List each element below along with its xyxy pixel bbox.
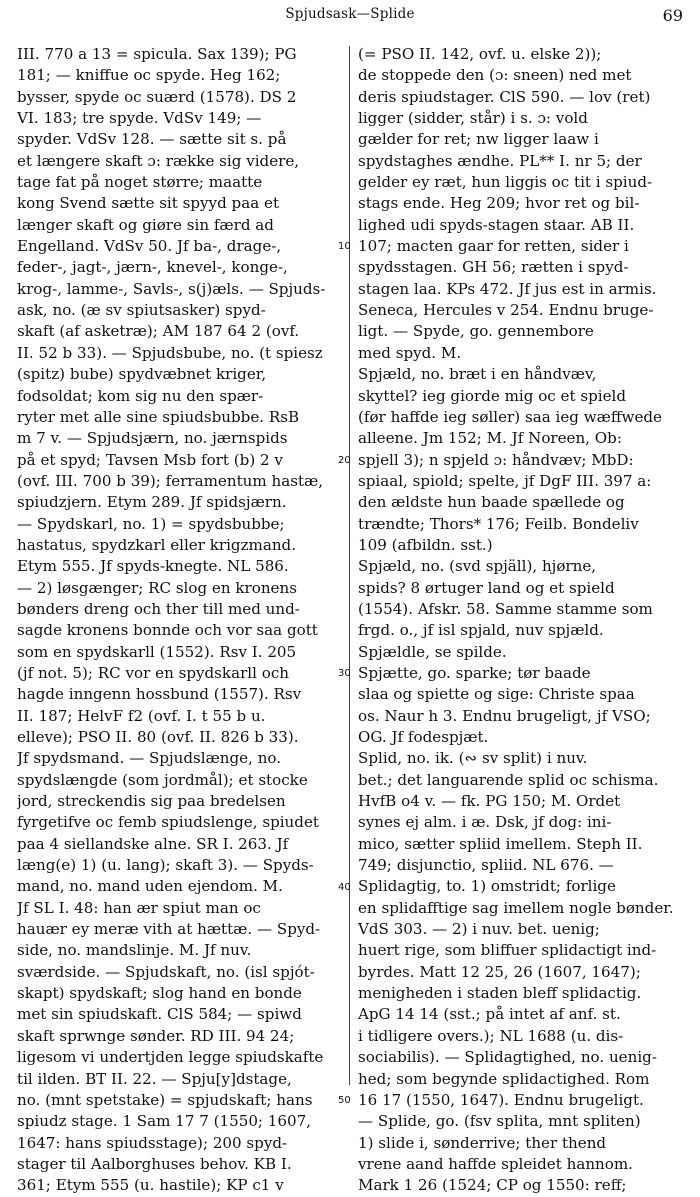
text-line: kong Svend sætte sit spyyd paa et bbox=[17, 194, 280, 213]
text-line: krog-, lamme-, Savls-, s(j)æls. — Spjuds- bbox=[17, 279, 326, 298]
text-line: VI. 183; tre spyde. VdSv 149; — bbox=[17, 109, 262, 128]
text-line: m 7 v. — Spjudsjærn, no. jærnspids bbox=[17, 429, 288, 448]
text-line: til ilden. BT II. 22. — Spju[y]dstage, bbox=[17, 1069, 292, 1088]
text-line: HvfB o4 v. — fk. PG 150; M. Ordet bbox=[358, 792, 621, 811]
text-line: (ovf. III. 700 b 39); ferramentum hastæ, bbox=[17, 471, 324, 490]
text-line: elleve); PSO II. 80 (ovf. II. 826 b 33). bbox=[17, 728, 299, 746]
text-line: ligesom vi undertjden legge spiudskafte bbox=[17, 1048, 324, 1067]
text-line: fodsoldat; kom sig nu den spær- bbox=[17, 386, 264, 405]
text-line: bønders dreng och ther till med und- bbox=[17, 599, 300, 618]
text-line: trændte; Thors* 176; Feilb. Bondeliv bbox=[358, 514, 639, 533]
running-title: Spjudsask—Splide bbox=[285, 6, 415, 22]
text-line: 361; Etym 555 (u. hastile); KP c1 v bbox=[17, 1176, 284, 1195]
text-line: læng(e) 1) (u. lang); skaft 3). — Spyds- bbox=[17, 856, 314, 875]
text-line: stags ende. Heg 209; hvor ret og bil- bbox=[358, 194, 640, 213]
text-line: Engelland. VdSv 50. Jf ba-, drage-, bbox=[17, 237, 282, 256]
text-line: bet.; det languarende splid oc schisma. bbox=[358, 770, 659, 789]
text-line: længer skaft og giøre sin færd ad bbox=[17, 215, 274, 234]
text-line: spydsstagen. GH 56; rætten i spyd- bbox=[358, 258, 629, 277]
text-line: skaft (af asketræ); AM 187 64 2 (ovf. bbox=[17, 322, 300, 341]
text-line: vrene aand haffde spleidet hannom. bbox=[358, 1154, 633, 1173]
text-line: mand, no. mand uden ejendom. M. bbox=[17, 877, 283, 896]
text-line: met sin spiudskaft. ClS 584; — spiwd bbox=[17, 1005, 302, 1024]
text-line: II. 187; HelvF f2 (ovf. I. t 55 b u. bbox=[17, 706, 266, 725]
page-header bbox=[0, 6, 700, 28]
text-line: Splid, no. ik. (∾ sv split) i nuv. bbox=[358, 749, 588, 768]
text-line: deris spiudstager. ClS 590. — lov (ret) bbox=[358, 87, 651, 106]
text-line: spyder. VdSv 128. — sætte sit s. på bbox=[17, 130, 287, 149]
text-line: III. 770 a 13 = spicula. Sax 139); PG bbox=[17, 45, 297, 63]
text-line: — Spydskarl, no. 1) = spydsbubbe; bbox=[17, 514, 285, 533]
text-line: II. 52 b 33). — Spjudsbube, no. (t spiesz bbox=[17, 343, 323, 362]
text-line: — 2) løsgænger; RC slog en kronens bbox=[17, 578, 297, 597]
text-line: stager til Aalborghuses behov. KB I. bbox=[17, 1154, 292, 1173]
text-line: byrdes. Matt 12 25, 26 (1607, 1647); bbox=[358, 962, 641, 981]
text-line: spiaal, spiold; spelte, jf DgF III. 397 a: bbox=[358, 471, 652, 490]
text-line: (jf not. 5); RC vor en spydskarll och bbox=[17, 663, 290, 682]
text-line: (før haffde ieg søller) saa ieg wæffwede bbox=[358, 407, 662, 426]
text-line: sværdside. — Spjudskaft, no. (isl spjót- bbox=[17, 962, 315, 981]
text-line: Jf SL I. 48: han ær spiut man oc bbox=[17, 898, 261, 917]
text-line: jord, streckendis sig paa bredelsen bbox=[17, 792, 286, 811]
line-number: 30 bbox=[338, 668, 351, 680]
text-line: som en spydskarll (1552). Rsv I. 205 bbox=[17, 642, 297, 661]
text-line: ligger (sidder, står) i s. ɔ: vold bbox=[358, 109, 588, 128]
text-line: hauær ey meræ vith at hættæ. — Spyd- bbox=[17, 920, 321, 939]
text-line: hagde inngenn hossbund (1557). Rsv bbox=[17, 685, 302, 704]
text-line: Splidagtig, to. 1) omstridt; forlige bbox=[358, 877, 616, 896]
text-line: synes ej alm. i æ. Dsk, jf dog: ini- bbox=[358, 813, 612, 832]
text-line: 181; — kniffue oc spyde. Heg 162; bbox=[17, 66, 281, 85]
text-line: i tidligere overs.); NL 1688 (u. dis- bbox=[358, 1026, 624, 1045]
text-line: spiudz stage. 1 Sam 17 7 (1550; 1607, bbox=[17, 1112, 312, 1131]
text-line: (1554). Afskr. 58. Samme stamme som bbox=[358, 599, 653, 618]
text-line: ApG 14 14 (sst.; på intet af anf. st. bbox=[358, 1005, 621, 1024]
text-line: 107; macten gaar for retten, sider i bbox=[358, 237, 629, 256]
text-line: — Splide, go. (fsv splita, mnt spliten) bbox=[358, 1112, 641, 1131]
text-line: ask, no. (æ sv spiutsasker) spyd- bbox=[17, 301, 266, 320]
text-line: Mark 1 26 (1524; CP og 1550: reff; bbox=[358, 1176, 627, 1195]
text-line: sagde kronens bonnde och vor saa gott bbox=[17, 621, 318, 640]
text-line: tage fat på noget større; maatte bbox=[17, 173, 263, 192]
text-line: spydslængde (som jordmål); et stocke bbox=[17, 770, 308, 789]
text-line: Seneca, Hercules v 254. Endnu bruge- bbox=[358, 301, 654, 320]
text-line: (spitz) bube) spydvæbnet kriger, bbox=[17, 365, 267, 384]
right-column bbox=[358, 44, 688, 1197]
text-line: lighed udi spyds-stagen staar. AB II. bbox=[358, 215, 635, 234]
text-line: Spjæld, no. (svd spjäll), hjørne, bbox=[358, 557, 597, 576]
text-line: et længere skaft ɔ: række sig videre, bbox=[17, 151, 300, 170]
text-line: Etym 555. Jf spyds-knegte. NL 586. bbox=[17, 557, 289, 576]
text-line: Spjætte, go. sparke; tør baade bbox=[358, 663, 591, 682]
text-line: slaa og spiette og sige: Christe spaa bbox=[358, 685, 635, 704]
text-line: side, no. mandslinje. M. Jf nuv. bbox=[17, 941, 252, 960]
column-divider bbox=[349, 46, 350, 1085]
text-line: menigheden i staden bleff splidactig. bbox=[358, 984, 642, 1003]
text-line: gælder for ret; nw ligger laaw i bbox=[358, 130, 599, 149]
text-line: (= PSO II. 142, ovf. u. elske 2)); bbox=[358, 45, 602, 63]
text-line: os. Naur h 3. Endnu brugeligt, jf VSO; bbox=[358, 706, 651, 725]
text-line: skaft sprwnge sønder. RD III. 94 24; bbox=[17, 1026, 295, 1045]
text-line: gelder ey ræt, hun liggis oc tit i spiud- bbox=[358, 173, 653, 192]
text-line: paa 4 siellandske alne. SR I. 263. Jf bbox=[17, 834, 289, 853]
text-line: hastatus, spydzkarl eller krigzmand. bbox=[17, 535, 297, 554]
text-line: på et spyd; Tavsen Msb fort (b) 2 v bbox=[17, 450, 283, 469]
text-line: 1) slide i, sønderrive; ther thend bbox=[358, 1133, 607, 1152]
text-line: hed; som begynde splidactighed. Rom bbox=[358, 1069, 650, 1088]
text-line: skyttel? ieg giorde mig oc et spield bbox=[358, 386, 626, 405]
text-line: mico, sætter spliid imellem. Steph II. bbox=[358, 834, 643, 853]
text-line: spids? 8 ørtuger land og et spield bbox=[358, 578, 615, 597]
text-line: 749; disjunctio, spliid. NL 676. — bbox=[358, 856, 614, 875]
text-line: 16 17 (1550, 1647). Endnu brugeligt. bbox=[358, 1090, 644, 1109]
text-line: 1647: hans spiudsstage); 200 spyd- bbox=[17, 1133, 288, 1152]
text-line: bysser, spyde oc suærd (1578). DS 2 bbox=[17, 87, 297, 106]
text-line: en splidafftige sag imellem nogle bønder. bbox=[358, 898, 674, 917]
text-line: frgd. o., jf isl spjald, nuv spjæld. bbox=[358, 621, 604, 640]
text-line: Jf spydsmand. — Spjudslænge, no. bbox=[17, 749, 282, 768]
text-line: ligt. — Spyde, go. gennembore bbox=[358, 322, 594, 341]
text-line: fyrgetifve oc femb spiudslenge, spiudet bbox=[17, 813, 319, 832]
text-line: de stoppede den (ɔ: sneen) ned met bbox=[358, 66, 632, 85]
text-line: alleene. Jm 152; M. Jf Noreen, Ob: bbox=[358, 429, 622, 448]
text-line: skapt) spydskaft; slog hand en bonde bbox=[17, 984, 302, 1003]
text-line: spiudzjern. Etym 289. Jf spidsjærn. bbox=[17, 493, 287, 512]
text-line: spjell 3); n spjeld ɔ: håndvæv; MbD: bbox=[358, 450, 634, 469]
line-number: 40 bbox=[338, 881, 351, 893]
text-line: feder-, jagt-, jærn-, knevel-, konge-, bbox=[17, 258, 288, 277]
text-line: 109 (afbildn. sst.) bbox=[358, 535, 493, 554]
text-line: no. (mnt spetstake) = spjudskaft; hans bbox=[17, 1090, 313, 1109]
line-number: 10 bbox=[338, 241, 351, 253]
text-line: OG. Jf fodespjæt. bbox=[358, 728, 489, 746]
text-line: sociabilis). — Splidagtighed, no. uenig- bbox=[358, 1048, 657, 1067]
text-line: ryter met alle sine spiudsbubbe. RsB bbox=[17, 407, 300, 426]
text-line: Spjældle, se spilde. bbox=[358, 642, 507, 661]
text-line: Spjæld, no. bræt i en håndvæv, bbox=[358, 365, 597, 384]
line-number: 20 bbox=[338, 454, 351, 466]
text-line: VdS 303. — 2) i nuv. bet. uenig; bbox=[358, 920, 600, 939]
text-line: med spyd. M. bbox=[358, 343, 462, 362]
text-line: den ældste hun baade spællede og bbox=[358, 493, 625, 512]
text-line: huert rige, som bliffuer splidactigt ind- bbox=[358, 941, 657, 960]
left-column bbox=[17, 44, 347, 1197]
line-number: 50 bbox=[338, 1095, 351, 1107]
text-line: spydstaghes ændhe. PL** I. nr 5; der bbox=[358, 151, 642, 170]
text-line: stagen laa. KPs 472. Jf jus est in armis. bbox=[358, 279, 657, 298]
page-number: 69 bbox=[662, 6, 683, 25]
